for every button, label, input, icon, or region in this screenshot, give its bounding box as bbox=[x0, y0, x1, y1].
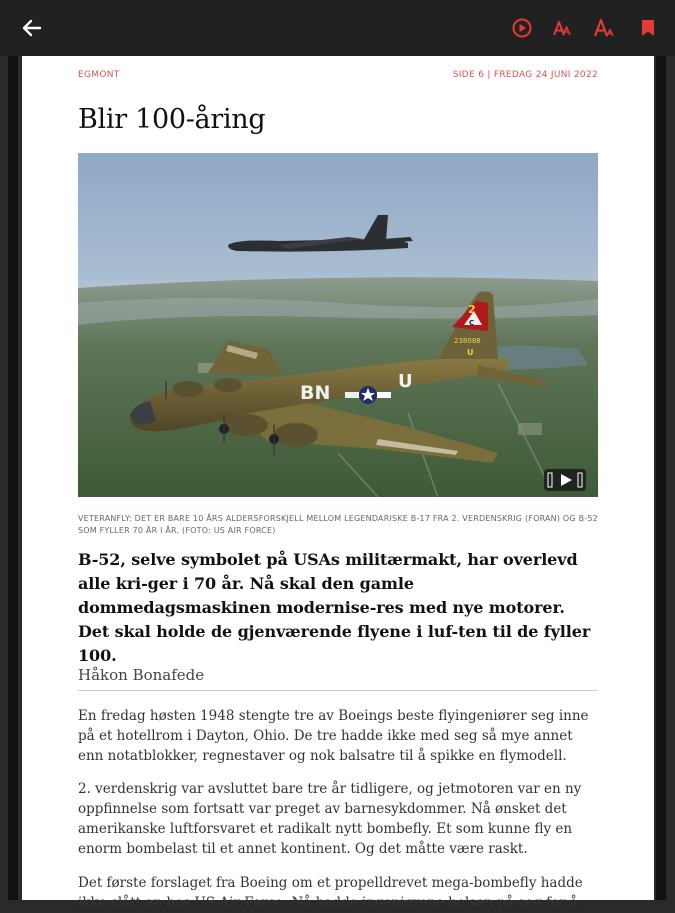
tail-serial: 238088 bbox=[454, 337, 481, 345]
fuselage-code-left: BN bbox=[300, 382, 331, 404]
photo-caption: VETERANFLY: DET ER BARE 10 ÅRS ALDERSFORSKJELL MELLOM LEGENDARISKE B-17 FRA 2. VERDENSKRIG (FORAN) OG B-52 SOM FYLLER 70 ÅR I ÅR. (FOTO: US AIR FORCE) bbox=[78, 514, 598, 535]
article-byline: Håkon Bonafede bbox=[78, 666, 598, 691]
aircraft-photo-illustration bbox=[78, 153, 598, 497]
page-date-label: SIDE 6 | FREDAG 24 JUNI 2022 bbox=[452, 70, 598, 80]
video-play-icon[interactable] bbox=[544, 469, 586, 491]
fuselage-code-right: U bbox=[398, 371, 413, 392]
article-paragraph: 2. verdenskrig var avsluttet bare tre år tidligere, og jetmotoren var en ny oppfinnelse som fortsatt var preget av barnesykdommer. Nå ønsket det amerikanske luftforsvaret et radikalt nytt bombefly. Et som kunne fly en enorm bombelast til et annet kontinent. Og det måtte være raskt. bbox=[78, 781, 582, 857]
reader-toolbar bbox=[0, 0, 675, 56]
article-paragraph: En fredag høsten 1948 stengte tre av Boeings beste flyingeniører seg inne på et hotellrom i Dayton, Ohio. De tre hadde ikke med seg så mye annet enn notatblokker, regnestaver og nok balsatre til å spikke en flymodell. bbox=[78, 708, 589, 764]
article-page bbox=[22, 56, 654, 911]
article-lead: B-52, selve symbolet på USAs militærmakt, har overlevd alle kri-ger i 70 år. Nå skal den gamle dommedagsmaskinen modernise-res med nye motorer. Det skal holde de gjenværende flyene i luf-ten til de fyller 100. bbox=[78, 550, 591, 665]
font-size-decrease-icon bbox=[548, 14, 576, 42]
increase-font-button[interactable] bbox=[590, 14, 618, 42]
back-button[interactable] bbox=[18, 16, 46, 40]
bookmark-icon bbox=[634, 14, 662, 42]
right-page-edge bbox=[656, 56, 666, 900]
left-page-edge bbox=[8, 56, 18, 900]
tail-letter: C bbox=[469, 319, 475, 327]
decrease-font-button[interactable] bbox=[548, 14, 576, 42]
arrow-left-icon bbox=[18, 16, 46, 40]
bookmark-button[interactable] bbox=[634, 14, 662, 42]
tail-number: 2 bbox=[468, 303, 476, 316]
article-photo[interactable] bbox=[78, 153, 598, 497]
play-circle-icon bbox=[508, 14, 536, 42]
tail-u: U bbox=[467, 348, 474, 357]
section-label: EGMONT bbox=[78, 70, 120, 80]
play-audio-button[interactable] bbox=[508, 14, 536, 42]
article-headline: Blir 100-åring bbox=[78, 104, 266, 135]
article-paragraph: Det første forslaget fra Boeing om et propelldrevet mega-bombefly hadde ikke slått an hos US Air Force. Nå hadde ingeniørene bolsen på seg for å bbox=[78, 875, 583, 911]
font-size-increase-icon bbox=[590, 14, 618, 42]
